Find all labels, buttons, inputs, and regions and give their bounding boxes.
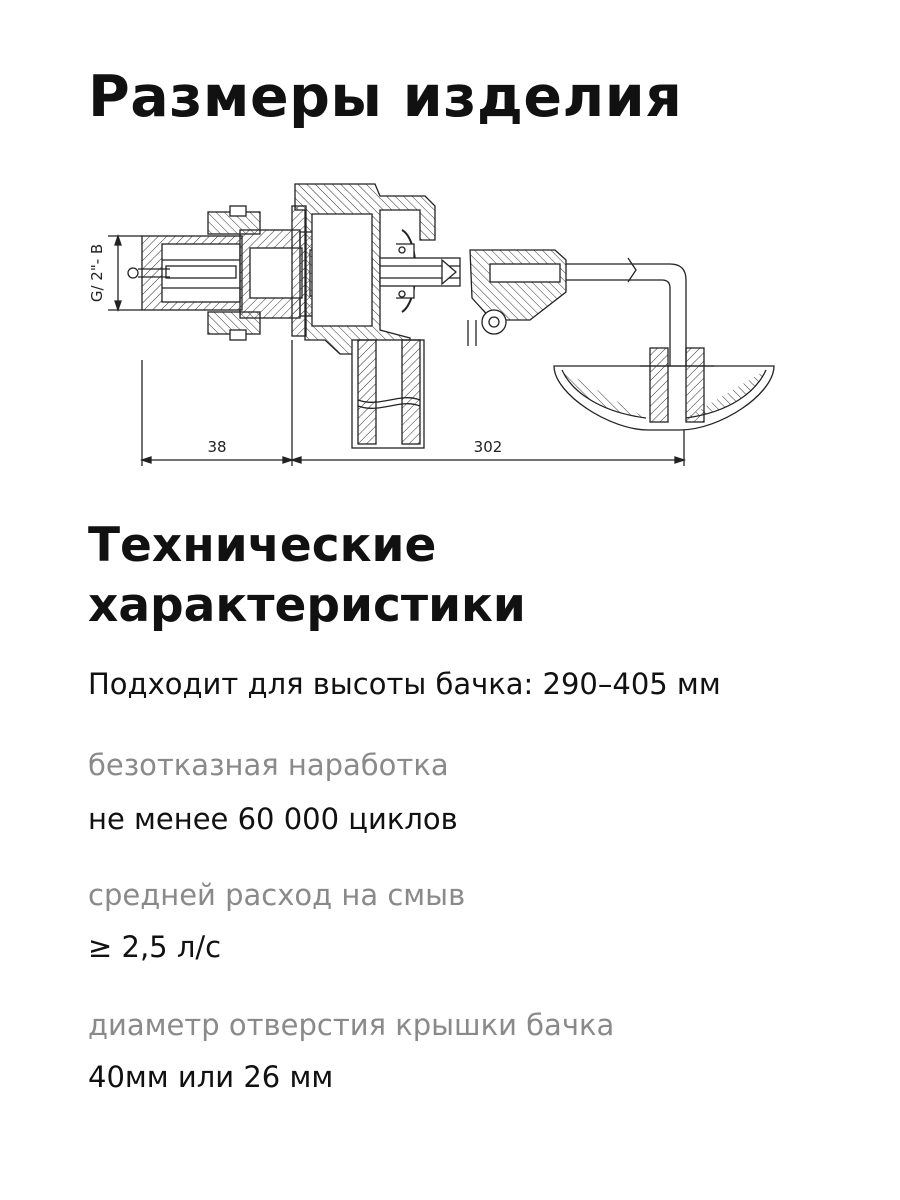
dimension-left-label: 38 bbox=[207, 438, 227, 456]
spec-value-reliability: не менее 60 000 циклов bbox=[88, 802, 458, 836]
spec-label-reliability: безотказная наработка bbox=[88, 748, 449, 782]
tank-height-spec: Подходит для высоты бачка: 290–405 мм bbox=[88, 667, 721, 701]
specs-title bbox=[88, 516, 808, 636]
spec-label-lid-hole: диаметр отверстия крышки бачка bbox=[88, 1008, 615, 1042]
specs-title-line1: Технические bbox=[88, 518, 437, 573]
spec-label-flow-rate: средней расход на смыв bbox=[88, 878, 466, 912]
dimension-right-label: 302 bbox=[473, 438, 503, 456]
page-title: Размеры изделия bbox=[88, 64, 683, 130]
valve-technical-drawing bbox=[80, 170, 800, 480]
spec-value-flow-rate: ≥ 2,5 л/с bbox=[88, 930, 222, 964]
specs-title-line2: характеристики bbox=[88, 578, 526, 633]
thread-dimension-label: G/ 2"- B bbox=[88, 243, 106, 303]
spec-value-lid-hole: 40мм или 26 мм bbox=[88, 1060, 334, 1094]
